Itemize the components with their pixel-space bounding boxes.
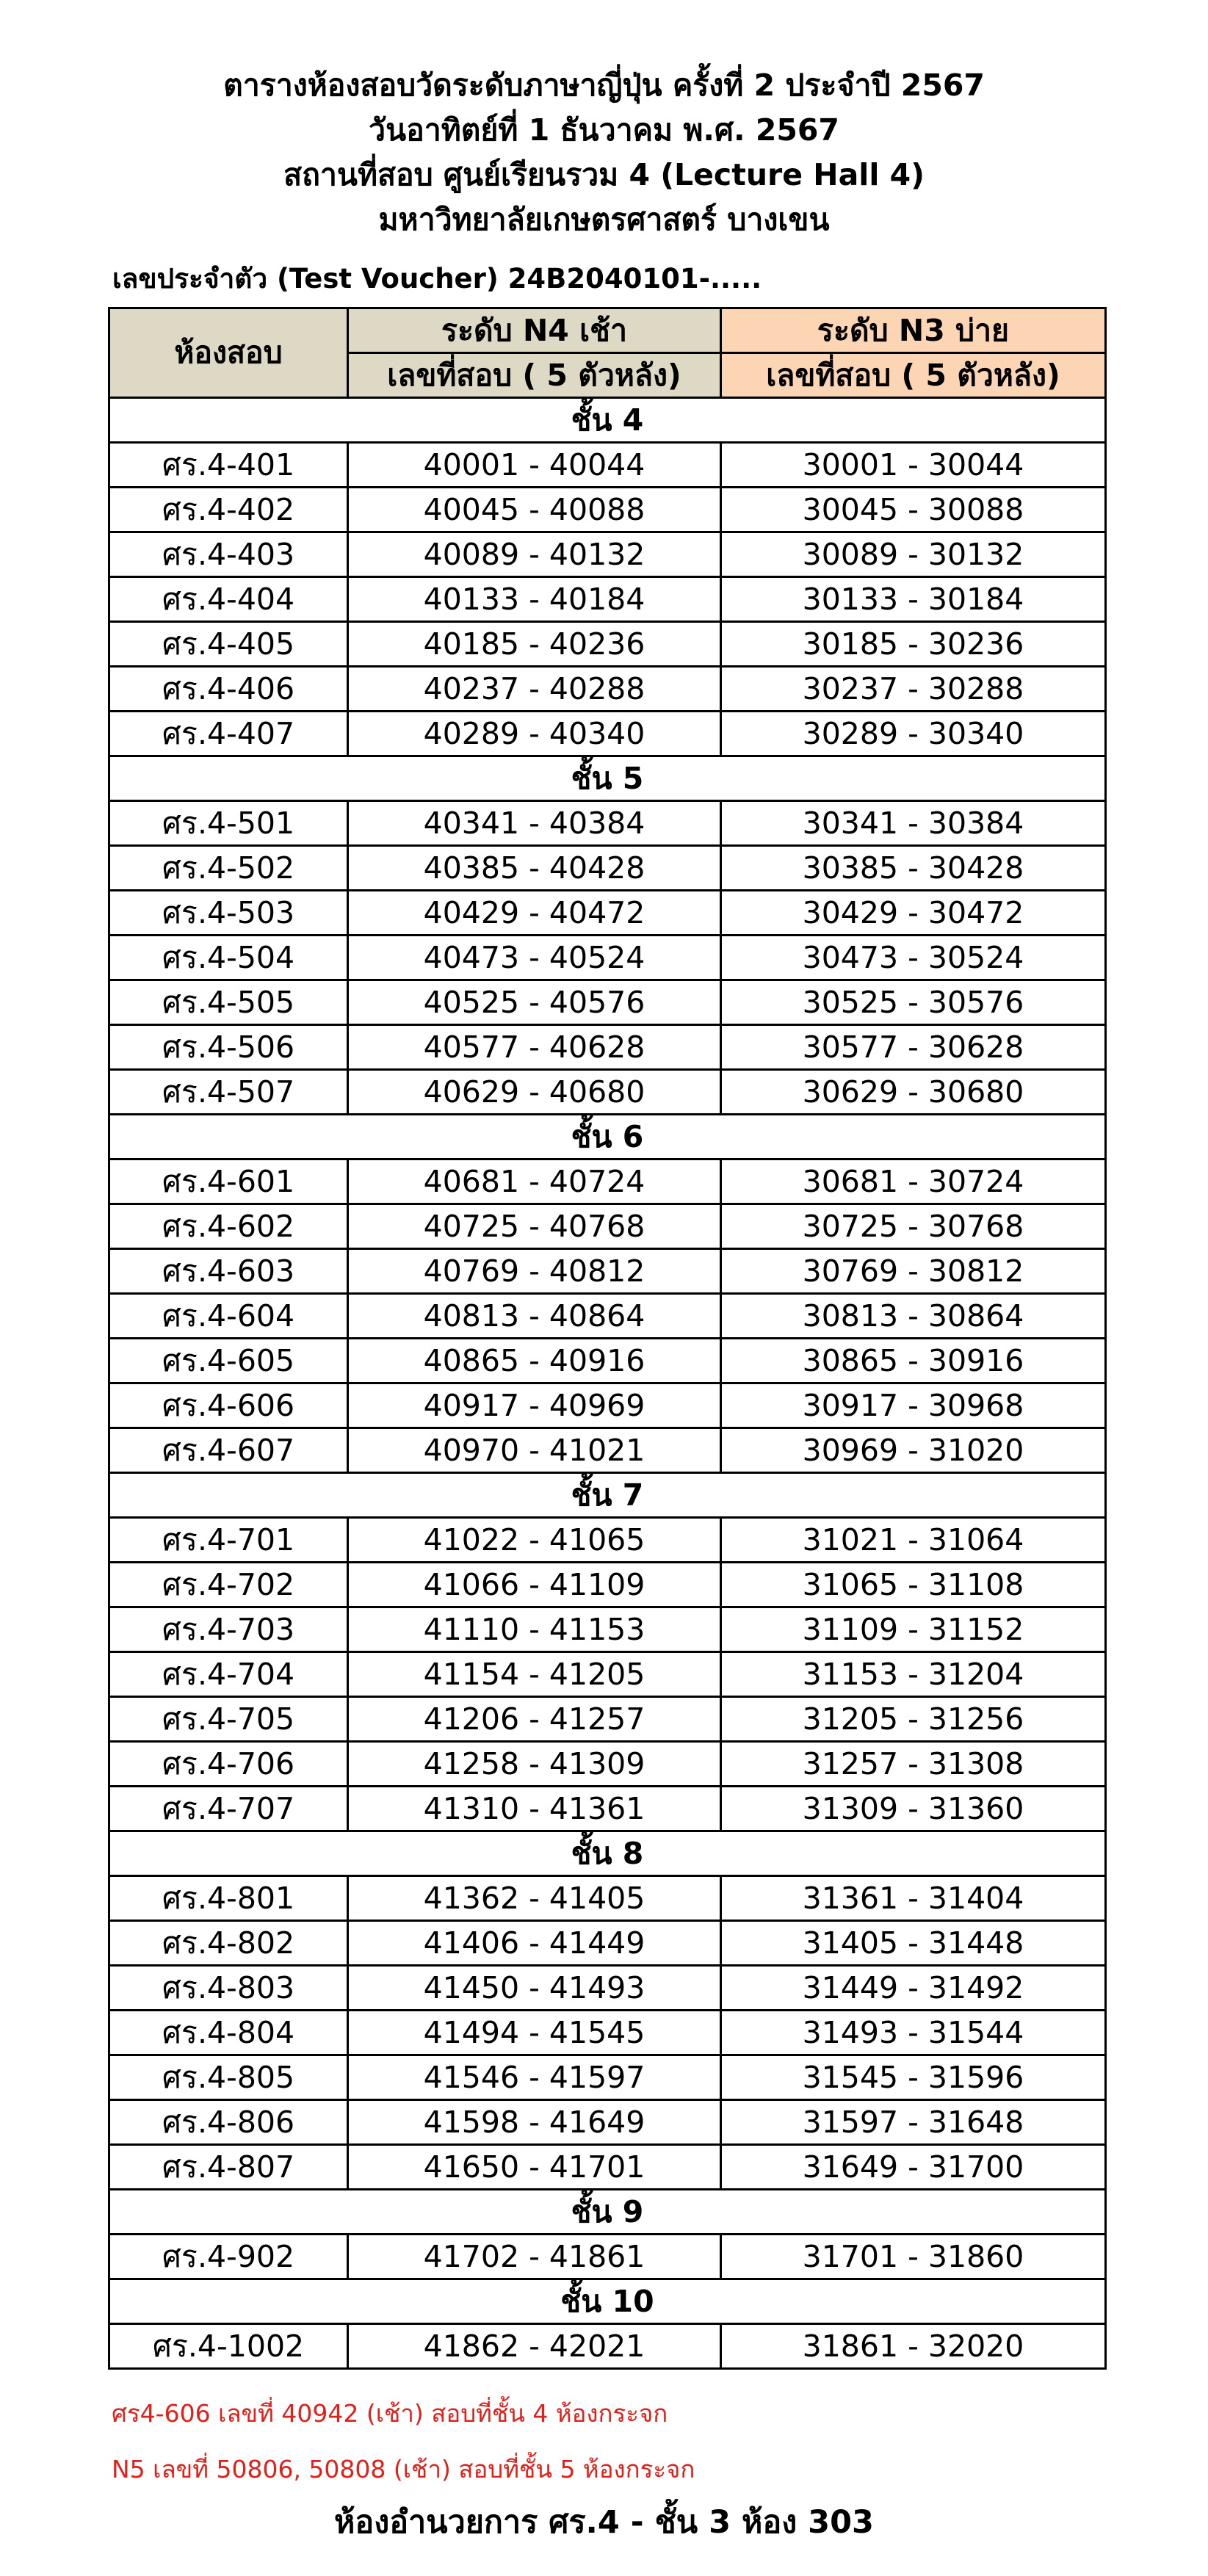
note-2: N5 เลขที่ 50806, 50808 (เช้า) สอบที่ชั้น 5 ห้องกระจก xyxy=(112,2455,695,2483)
room-cell: ศร.4-703 xyxy=(109,1607,348,1652)
n4-range-cell: 41650 - 41701 xyxy=(348,2145,721,2190)
table-row xyxy=(109,577,1106,622)
room-cell: ศร.4-504 xyxy=(109,936,348,980)
room-cell: ศร.4-603 xyxy=(109,1249,348,1294)
room-cell: ศร.4-803 xyxy=(109,1966,348,2011)
n4-range-cell: 41494 - 41545 xyxy=(348,2011,721,2055)
table-row xyxy=(109,712,1106,756)
table-row xyxy=(109,2100,1106,2145)
table-row xyxy=(109,980,1106,1025)
room-cell: ศร.4-806 xyxy=(109,2100,348,2145)
table-row xyxy=(109,1294,1106,1339)
room-cell: ศร.4-705 xyxy=(109,1697,348,1742)
n3-range-cell: 30769 - 30812 xyxy=(721,1249,1106,1294)
room-cell: ศร.4-503 xyxy=(109,891,348,936)
table-row xyxy=(109,2145,1106,2190)
title-line-1: ตารางห้องสอบวัดระดับภาษาญี่ปุ่น ครั้งที่ 2 ประจำปี 2567 xyxy=(223,68,985,103)
column-header-n4: ระดับ N4 เช้า xyxy=(348,308,721,353)
floor-label: ชั้น 4 xyxy=(109,398,1106,443)
n3-range-cell: 30813 - 30864 xyxy=(721,1294,1106,1339)
table-row xyxy=(109,2055,1106,2100)
room-cell: ศร.4-404 xyxy=(109,577,348,622)
table-body xyxy=(109,398,1106,2369)
n3-range-cell: 31701 - 31860 xyxy=(721,2235,1106,2279)
floor-row xyxy=(109,756,1106,801)
table-row xyxy=(109,1383,1106,1428)
room-cell: ศร.4-403 xyxy=(109,532,348,577)
table-row xyxy=(109,443,1106,488)
n3-range-cell: 31153 - 31204 xyxy=(721,1652,1106,1697)
n3-range-cell: 30473 - 30524 xyxy=(721,936,1106,980)
n3-range-cell: 31545 - 31596 xyxy=(721,2055,1106,2100)
n4-range-cell: 40769 - 40812 xyxy=(348,1249,721,1294)
table-row xyxy=(109,891,1106,936)
n3-range-cell: 30385 - 30428 xyxy=(721,846,1106,891)
n3-range-cell: 31361 - 31404 xyxy=(721,1876,1106,1921)
table-row xyxy=(109,488,1106,532)
n4-range-cell: 41154 - 41205 xyxy=(348,1652,721,1697)
table-row xyxy=(109,2324,1106,2369)
room-cell: ศร.4-405 xyxy=(109,622,348,667)
floor-row xyxy=(109,1115,1106,1159)
n3-range-cell: 31021 - 31064 xyxy=(721,1518,1106,1563)
n4-range-cell: 41546 - 41597 xyxy=(348,2055,721,2100)
n3-range-cell: 30865 - 30916 xyxy=(721,1339,1106,1383)
table-row xyxy=(109,1966,1106,2011)
n3-range-cell: 31257 - 31308 xyxy=(721,1742,1106,1787)
n3-range-cell: 30089 - 30132 xyxy=(721,532,1106,577)
n4-range-cell: 40089 - 40132 xyxy=(348,532,721,577)
n3-range-cell: 30289 - 30340 xyxy=(721,712,1106,756)
floor-label: ชั้น 8 xyxy=(109,1831,1106,1876)
n3-range-cell: 30969 - 31020 xyxy=(721,1428,1106,1473)
table-row xyxy=(109,1070,1106,1115)
room-cell: ศร.4-902 xyxy=(109,2235,348,2279)
room-cell: ศร.4-707 xyxy=(109,1787,348,1831)
room-cell: ศร.4-801 xyxy=(109,1876,348,1921)
n3-range-cell: 30341 - 30384 xyxy=(721,801,1106,846)
table-row xyxy=(109,1563,1106,1607)
room-cell: ศร.4-807 xyxy=(109,2145,348,2190)
n4-range-cell: 40725 - 40768 xyxy=(348,1204,721,1249)
n4-range-cell: 41310 - 41361 xyxy=(348,1787,721,1831)
table-row xyxy=(109,1428,1106,1473)
room-cell: ศร.4-507 xyxy=(109,1070,348,1115)
n4-range-cell: 40185 - 40236 xyxy=(348,622,721,667)
n4-range-cell: 40813 - 40864 xyxy=(348,1294,721,1339)
n4-range-cell: 40865 - 40916 xyxy=(348,1339,721,1383)
room-cell: ศร.4-601 xyxy=(109,1159,348,1204)
n4-range-cell: 40629 - 40680 xyxy=(348,1070,721,1115)
table-row xyxy=(109,846,1106,891)
n4-range-cell: 40289 - 40340 xyxy=(348,712,721,756)
table-row xyxy=(109,1921,1106,1966)
n4-range-cell: 40577 - 40628 xyxy=(348,1025,721,1070)
room-cell: ศร.4-605 xyxy=(109,1339,348,1383)
exam-room-table xyxy=(108,307,1107,2370)
n4-range-cell: 40525 - 40576 xyxy=(348,980,721,1025)
n4-range-cell: 40133 - 40184 xyxy=(348,577,721,622)
n4-range-cell: 41450 - 41493 xyxy=(348,1966,721,2011)
table-row xyxy=(109,1652,1106,1697)
n3-range-cell: 30429 - 30472 xyxy=(721,891,1106,936)
n3-range-cell: 30133 - 30184 xyxy=(721,577,1106,622)
title-line-4: มหาวิทยาลัยเกษตรศาสตร์ บางเขน xyxy=(378,202,830,237)
n3-range-cell: 31861 - 32020 xyxy=(721,2324,1106,2369)
table-header xyxy=(109,308,1106,398)
n3-range-cell: 30629 - 30680 xyxy=(721,1070,1106,1115)
n3-range-cell: 30725 - 30768 xyxy=(721,1204,1106,1249)
n3-range-cell: 30681 - 30724 xyxy=(721,1159,1106,1204)
room-cell: ศร.4-506 xyxy=(109,1025,348,1070)
room-cell: ศร.4-505 xyxy=(109,980,348,1025)
room-cell: ศร.4-701 xyxy=(109,1518,348,1563)
room-cell: ศร.4-805 xyxy=(109,2055,348,2100)
n4-range-cell: 41022 - 41065 xyxy=(348,1518,721,1563)
room-cell: ศร.4-607 xyxy=(109,1428,348,1473)
table-row xyxy=(109,1159,1106,1204)
n4-range-cell: 40473 - 40524 xyxy=(348,936,721,980)
footer-office: ห้องอำนวยการ ศร.4 - ชั้น 3 ห้อง 303 xyxy=(334,2504,874,2541)
n4-range-cell: 40237 - 40288 xyxy=(348,667,721,712)
table-row xyxy=(109,1742,1106,1787)
table-row xyxy=(109,1249,1106,1294)
n3-range-cell: 30045 - 30088 xyxy=(721,488,1106,532)
n3-range-cell: 31449 - 31492 xyxy=(721,1966,1106,2011)
room-cell: ศร.4-604 xyxy=(109,1294,348,1339)
test-voucher-label: เลขประจำตัว (Test Voucher) 24B2040101-..... xyxy=(112,263,762,294)
table-row xyxy=(109,1204,1106,1249)
floor-row xyxy=(109,1831,1106,1876)
table-row xyxy=(109,936,1106,980)
floor-label: ชั้น 9 xyxy=(109,2190,1106,2235)
table-row xyxy=(109,1518,1106,1563)
n4-range-cell: 41406 - 41449 xyxy=(348,1921,721,1966)
room-cell: ศร.4-706 xyxy=(109,1742,348,1787)
subheader-n3: เลขที่สอบ ( 5 ตัวหลัง) xyxy=(721,353,1106,398)
n3-range-cell: 31405 - 31448 xyxy=(721,1921,1106,1966)
n4-range-cell: 41702 - 41861 xyxy=(348,2235,721,2279)
n4-range-cell: 40681 - 40724 xyxy=(348,1159,721,1204)
n3-range-cell: 31065 - 31108 xyxy=(721,1563,1106,1607)
n3-range-cell: 31597 - 31648 xyxy=(721,2100,1106,2145)
n4-range-cell: 41110 - 41153 xyxy=(348,1607,721,1652)
room-cell: ศร.4-802 xyxy=(109,1921,348,1966)
n4-range-cell: 40385 - 40428 xyxy=(348,846,721,891)
floor-label: ชั้น 5 xyxy=(109,756,1106,801)
floor-label: ชั้น 7 xyxy=(109,1473,1106,1518)
n4-range-cell: 40045 - 40088 xyxy=(348,488,721,532)
n4-range-cell: 41258 - 41309 xyxy=(348,1742,721,1787)
room-cell: ศร.4-407 xyxy=(109,712,348,756)
n4-range-cell: 40341 - 40384 xyxy=(348,801,721,846)
room-cell: ศร.4-402 xyxy=(109,488,348,532)
table-row xyxy=(109,1787,1106,1831)
table-row xyxy=(109,2235,1106,2279)
room-cell: ศร.4-602 xyxy=(109,1204,348,1249)
header-row xyxy=(109,308,1106,353)
room-cell: ศร.4-804 xyxy=(109,2011,348,2055)
n4-range-cell: 41066 - 41109 xyxy=(348,1563,721,1607)
table-row xyxy=(109,532,1106,577)
table-row xyxy=(109,1607,1106,1652)
n3-range-cell: 30185 - 30236 xyxy=(721,622,1106,667)
n4-range-cell: 41598 - 41649 xyxy=(348,2100,721,2145)
n4-range-cell: 40429 - 40472 xyxy=(348,891,721,936)
subheader-n4: เลขที่สอบ ( 5 ตัวหลัง) xyxy=(348,353,721,398)
n4-range-cell: 40001 - 40044 xyxy=(348,443,721,488)
table-row xyxy=(109,1876,1106,1921)
floor-row xyxy=(109,398,1106,443)
n4-range-cell: 41862 - 42021 xyxy=(348,2324,721,2369)
floor-label: ชั้น 6 xyxy=(109,1115,1106,1159)
floor-row xyxy=(109,2279,1106,2324)
title-line-3: สถานที่สอบ ศูนย์เรียนรวม 4 (Lecture Hall 4) xyxy=(283,157,925,192)
n3-range-cell: 30001 - 30044 xyxy=(721,443,1106,488)
room-cell: ศร.4-704 xyxy=(109,1652,348,1697)
n3-range-cell: 31649 - 31700 xyxy=(721,2145,1106,2190)
room-cell: ศร.4-502 xyxy=(109,846,348,891)
n3-range-cell: 30525 - 30576 xyxy=(721,980,1106,1025)
floor-row xyxy=(109,1473,1106,1518)
n3-range-cell: 31493 - 31544 xyxy=(721,2011,1106,2055)
table-row xyxy=(109,667,1106,712)
floor-label: ชั้น 10 xyxy=(109,2279,1106,2324)
n4-range-cell: 41206 - 41257 xyxy=(348,1697,721,1742)
room-cell: ศร.4-1002 xyxy=(109,2324,348,2369)
table-row xyxy=(109,1025,1106,1070)
n3-range-cell: 31109 - 31152 xyxy=(721,1607,1106,1652)
n3-range-cell: 30917 - 30968 xyxy=(721,1383,1106,1428)
n3-range-cell: 31309 - 31360 xyxy=(721,1787,1106,1831)
n4-range-cell: 41362 - 41405 xyxy=(348,1876,721,1921)
room-cell: ศร.4-406 xyxy=(109,667,348,712)
table-row xyxy=(109,1697,1106,1742)
table-row xyxy=(109,2011,1106,2055)
table-row xyxy=(109,801,1106,846)
column-header-n3: ระดับ N3 บ่าย xyxy=(721,308,1106,353)
room-cell: ศร.4-702 xyxy=(109,1563,348,1607)
n3-range-cell: 31205 - 31256 xyxy=(721,1697,1106,1742)
room-cell: ศร.4-501 xyxy=(109,801,348,846)
title-line-2: วันอาทิตย์ที่ 1 ธันวาคม พ.ศ. 2567 xyxy=(369,112,839,148)
note-1: ศร4-606 เลขที่ 40942 (เช้า) สอบที่ชั้น 4 ห้องกระจก xyxy=(112,2399,668,2428)
room-cell: ศร.4-606 xyxy=(109,1383,348,1428)
n4-range-cell: 40917 - 40969 xyxy=(348,1383,721,1428)
room-cell: ศร.4-401 xyxy=(109,443,348,488)
floor-row xyxy=(109,2190,1106,2235)
n3-range-cell: 30577 - 30628 xyxy=(721,1025,1106,1070)
column-header-room: ห้องสอบ xyxy=(109,308,348,398)
n4-range-cell: 40970 - 41021 xyxy=(348,1428,721,1473)
n3-range-cell: 30237 - 30288 xyxy=(721,667,1106,712)
table-row xyxy=(109,622,1106,667)
table-row xyxy=(109,1339,1106,1383)
